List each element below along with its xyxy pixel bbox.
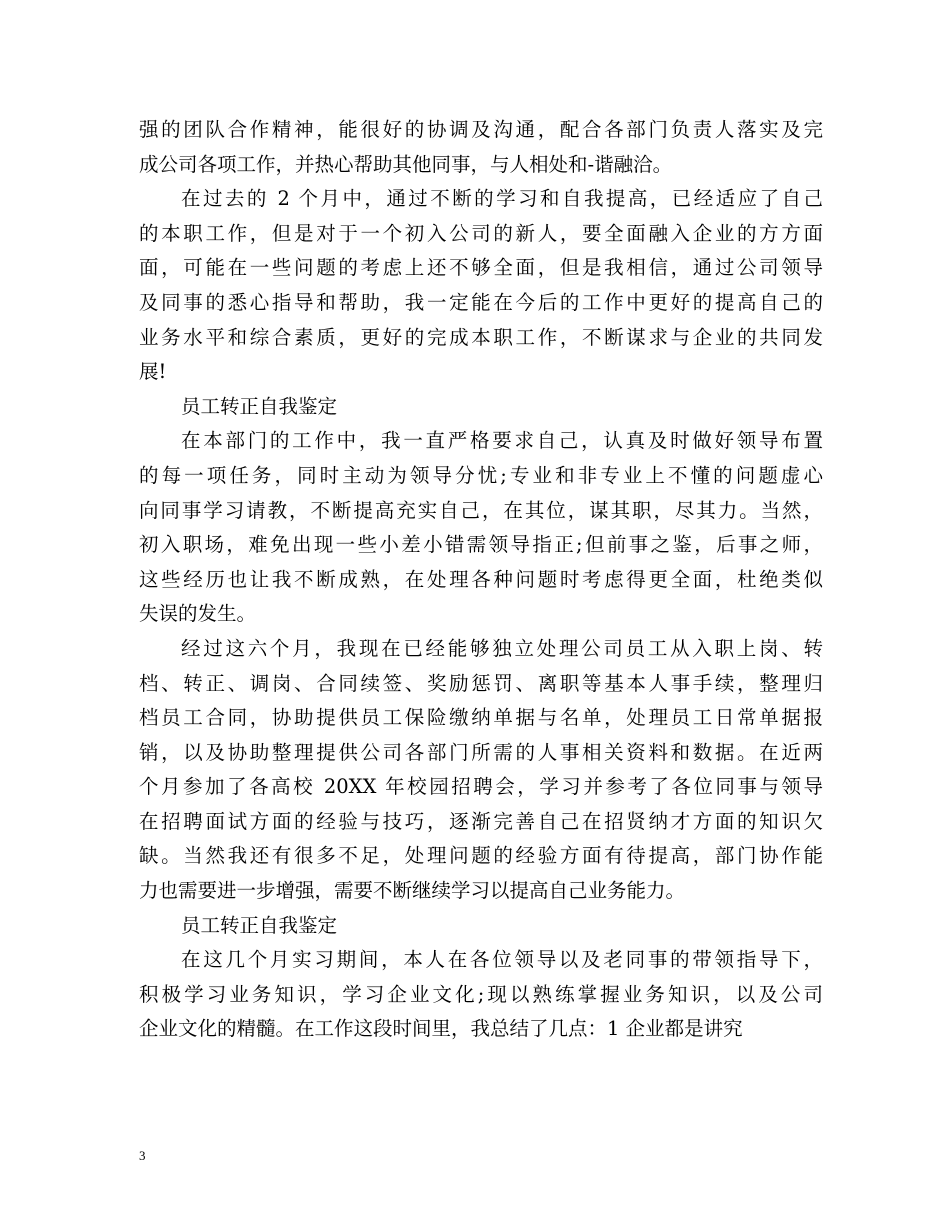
text-line: 档、转正、调岗、合同续签、奖励惩罚、离职等基本人事手续，整理归 xyxy=(139,671,823,695)
text-line: 员工转正自我鉴定 xyxy=(181,913,338,937)
paragraph xyxy=(139,943,823,1047)
text-line: 失误的发生。 xyxy=(139,602,257,626)
text-line: 这些经历也让我不断成熟，在处理各种问题时考虑得更全面，杜绝类似 xyxy=(139,567,823,591)
document-body xyxy=(139,113,823,1047)
text-line: 销，以及协助整理提供公司各部门所需的人事相关资料和数据。在近两 xyxy=(139,740,823,764)
text-line: 企业文化的精髓。在工作这段时间里，我总结了几点：1 企业都是讲究 xyxy=(139,1017,743,1041)
text-line: 的每一项任务，同时主动为领导分忧;专业和非专业上不懂的问题虚心 xyxy=(139,463,823,487)
text-line: 在本部门的工作中，我一直严格要求自己，认真及时做好领导布置 xyxy=(181,429,823,453)
text-line: 展! xyxy=(139,360,167,384)
text-line: 积极学习业务知识，学习企业文化;现以熟练掌握业务知识，以及公司 xyxy=(139,982,823,1006)
text-line: 面，可能在一些问题的考虑上还不够全面，但是我相信，通过公司领导 xyxy=(139,256,823,280)
paragraph xyxy=(139,113,823,182)
text-line: 强的团队合作精神，能很好的协调及沟通，配合各部门负责人落实及完 xyxy=(139,118,823,141)
paragraph xyxy=(139,182,823,390)
text-line: 向同事学习请教，不断提高充实自己，在其位，谋其职，尽其力。当然， xyxy=(139,498,823,522)
text-line: 档员工合同，协助提供员工保险缴纳单据与名单，处理员工日常单据报 xyxy=(139,706,823,730)
text-line: 在招聘面试方面的经验与技巧，逐渐完善自己在招贤纳才方面的知识欠 xyxy=(139,809,823,833)
text-line: 缺。当然我还有很多不足，处理问题的经验方面有待提高，部门协作能 xyxy=(139,844,823,868)
text-line: 员工转正自我鉴定 xyxy=(181,394,338,418)
text-line: 业务水平和综合素质，更好的完成本职工作，不断谋求与企业的共同发 xyxy=(139,325,823,349)
text-line: 及同事的悉心指导和帮助，我一定能在今后的工作中更好的提高自己的 xyxy=(139,290,823,314)
section-heading xyxy=(139,390,823,425)
text-line: 在过去的 2 个月中，通过不断的学习和自我提高，已经适应了自己 xyxy=(181,187,823,211)
section-heading xyxy=(139,909,823,944)
text-line: 个月参加了各高校 20XX 年校园招聘会，学习并参考了各位同事与领导 xyxy=(139,775,823,799)
text-line: 力也需要进一步增强，需要不断继续学习以提高自己业务能力。 xyxy=(139,879,686,903)
page-number: 3 xyxy=(139,1148,146,1163)
text-line: 在这几个月实习期间，本人在各位领导以及老同事的带领指导下， xyxy=(181,948,823,972)
text-line: 初入职场，难免出现一些小差小错需领导指正;但前事之鉴，后事之师， xyxy=(139,533,823,557)
paragraph xyxy=(139,424,823,632)
paragraph xyxy=(139,632,823,909)
text-line: 经过这六个月，我现在已经能够独立处理公司员工从入职上岗、转 xyxy=(181,636,823,660)
text-line: 成公司各项工作，并热心帮助其他同事，与人相处和-谐融洽。 xyxy=(139,152,673,176)
text-line: 的本职工作，但是对于一个初入公司的新人，要全面融入企业的方方面 xyxy=(139,221,823,245)
